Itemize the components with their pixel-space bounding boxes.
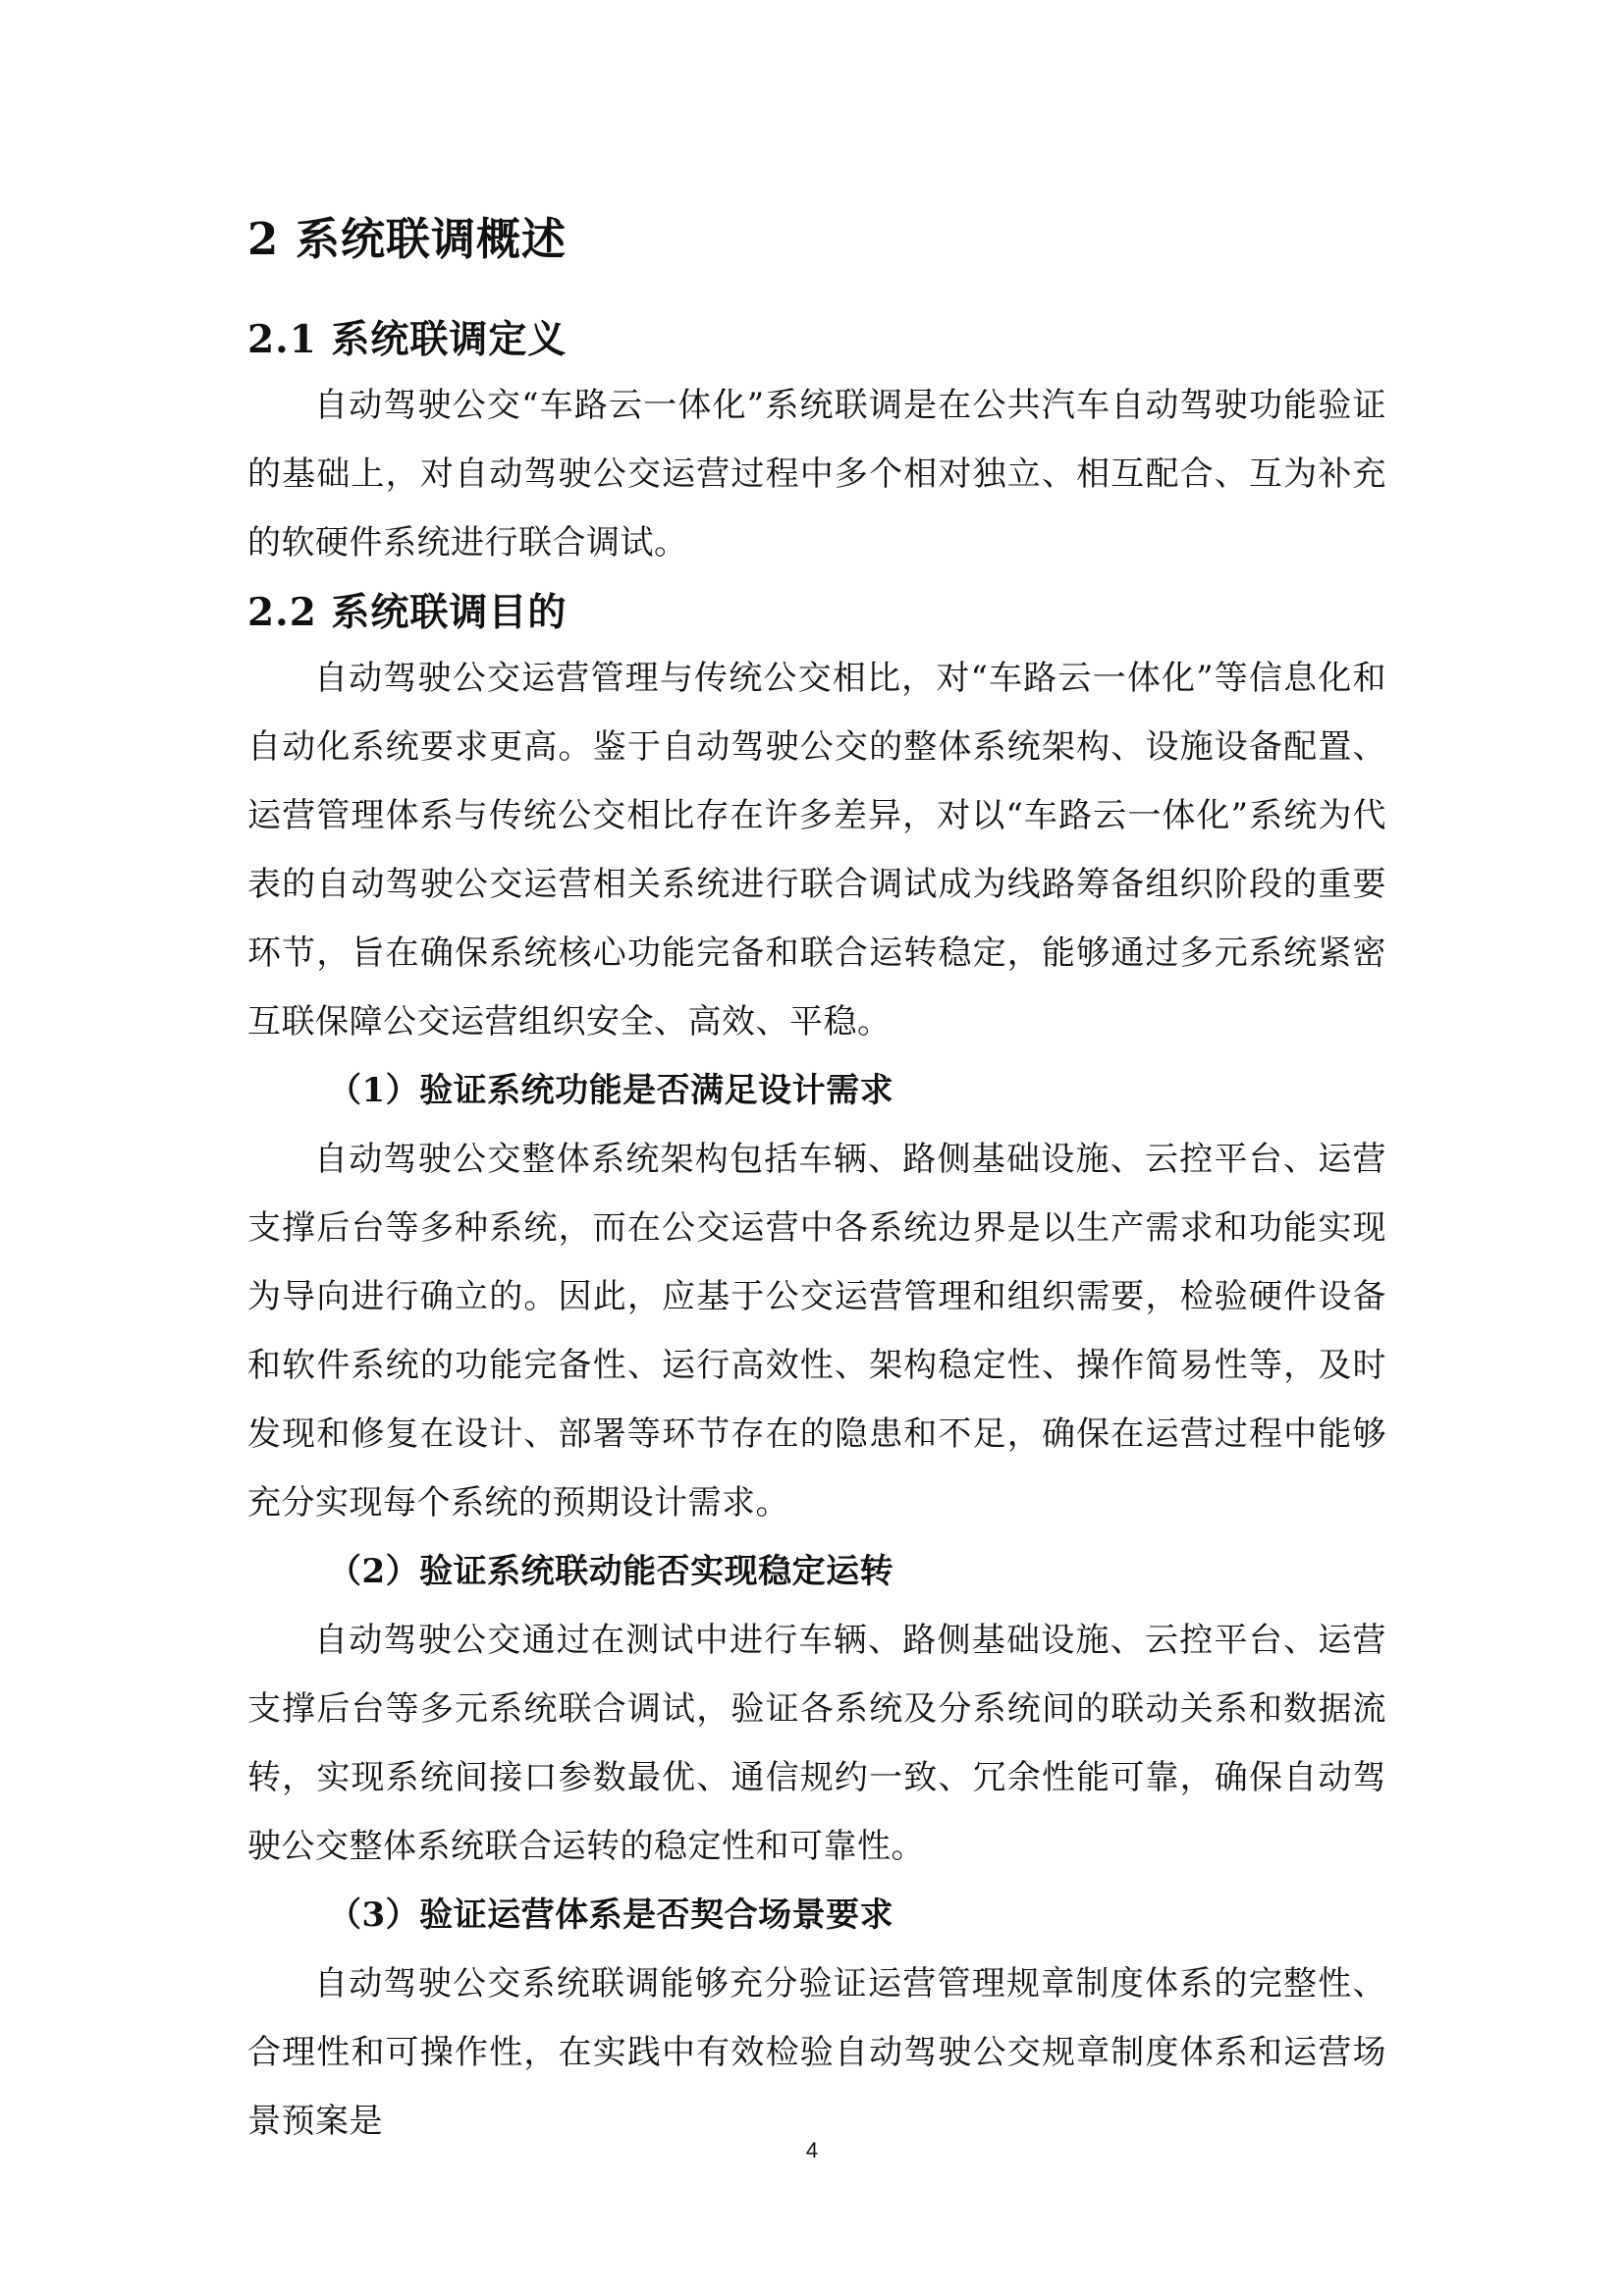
subsection-3-paragraph: 自动驾驶公交系统联调能够充分验证运营管理规章制度体系的完整性、合理性和可操作性，在实践中有效检验自动驾驶公交规章制度体系和运营场景预案是 — [247, 1964, 1386, 2141]
subsection-1-paragraph: 自动驾驶公交整体系统架构包括车辆、路侧基础设施、云控平台、运营支撑后台等多种系统，而在公交运营中各系统边界是以生产需求和功能实现为导向进行确立的。因此，应基于公交运营管理和组织需要，检验硬件设备和软件系统的功能完备性、运行高效性、架构稳定性、操作简易性等，及时发现和修复在设计、部署等环节存在的隐患和不足，确保在运营过程中能够充分实现每个系统的预期设计需求。 — [247, 1140, 1386, 1522]
section-2-1-paragraph: 自动驾驶公交“车路云一体化”系统联调是在公共汽车自动驾驶功能验证的基础上，对自动驾驶公交运营过程中多个相对独立、相互配合、互为补充的软硬件系统进行联合调试。 — [247, 386, 1386, 562]
chapter-heading: 2 系统联调概述 — [247, 213, 567, 265]
section-heading-2-1: 2.1 系统联调定义 — [247, 317, 568, 362]
page-number: 4 — [805, 2138, 819, 2163]
subsection-heading-2: （2）验证系统联动能否实现稳定运转 — [328, 1552, 894, 1591]
subsection-2-paragraph: 自动驾驶公交通过在测试中进行车辆、路侧基础设施、云控平台、运营支撑后台等多元系统联合调试，验证各系统及分系统间的联动关系和数据流转，实现系统间接口参数最优、通信规约一致、冗余性能可靠，确保自动驾驶公交整体系统联合运转的稳定性和可靠性。 — [247, 1621, 1386, 1866]
section-2-2-paragraph: 自动驾驶公交运营管理与传统公交相比，对“车路云一体化”等信息化和自动化系统要求更高。鉴于自动驾驶公交的整体系统架构、设施设备配置、运营管理体系与传统公交相比存在许多差异，对以“车路云一体化”系统为代表的自动驾驶公交运营相关系统进行联合调试成为线路筹备组织阶段的重要环节，旨在确保系统核心功能完备和联合运转稳定，能够通过多元系统紧密互联保障公交运营组织安全、高效、平稳。 — [247, 659, 1386, 1041]
subsection-heading-1: （1）验证系统功能是否满足设计需求 — [328, 1071, 894, 1110]
section-heading-2-2: 2.2 系统联调目的 — [247, 590, 568, 635]
document-page — [247, 204, 1386, 2156]
subsection-heading-3: （3）验证运营体系是否契合场景要求 — [328, 1896, 894, 1935]
